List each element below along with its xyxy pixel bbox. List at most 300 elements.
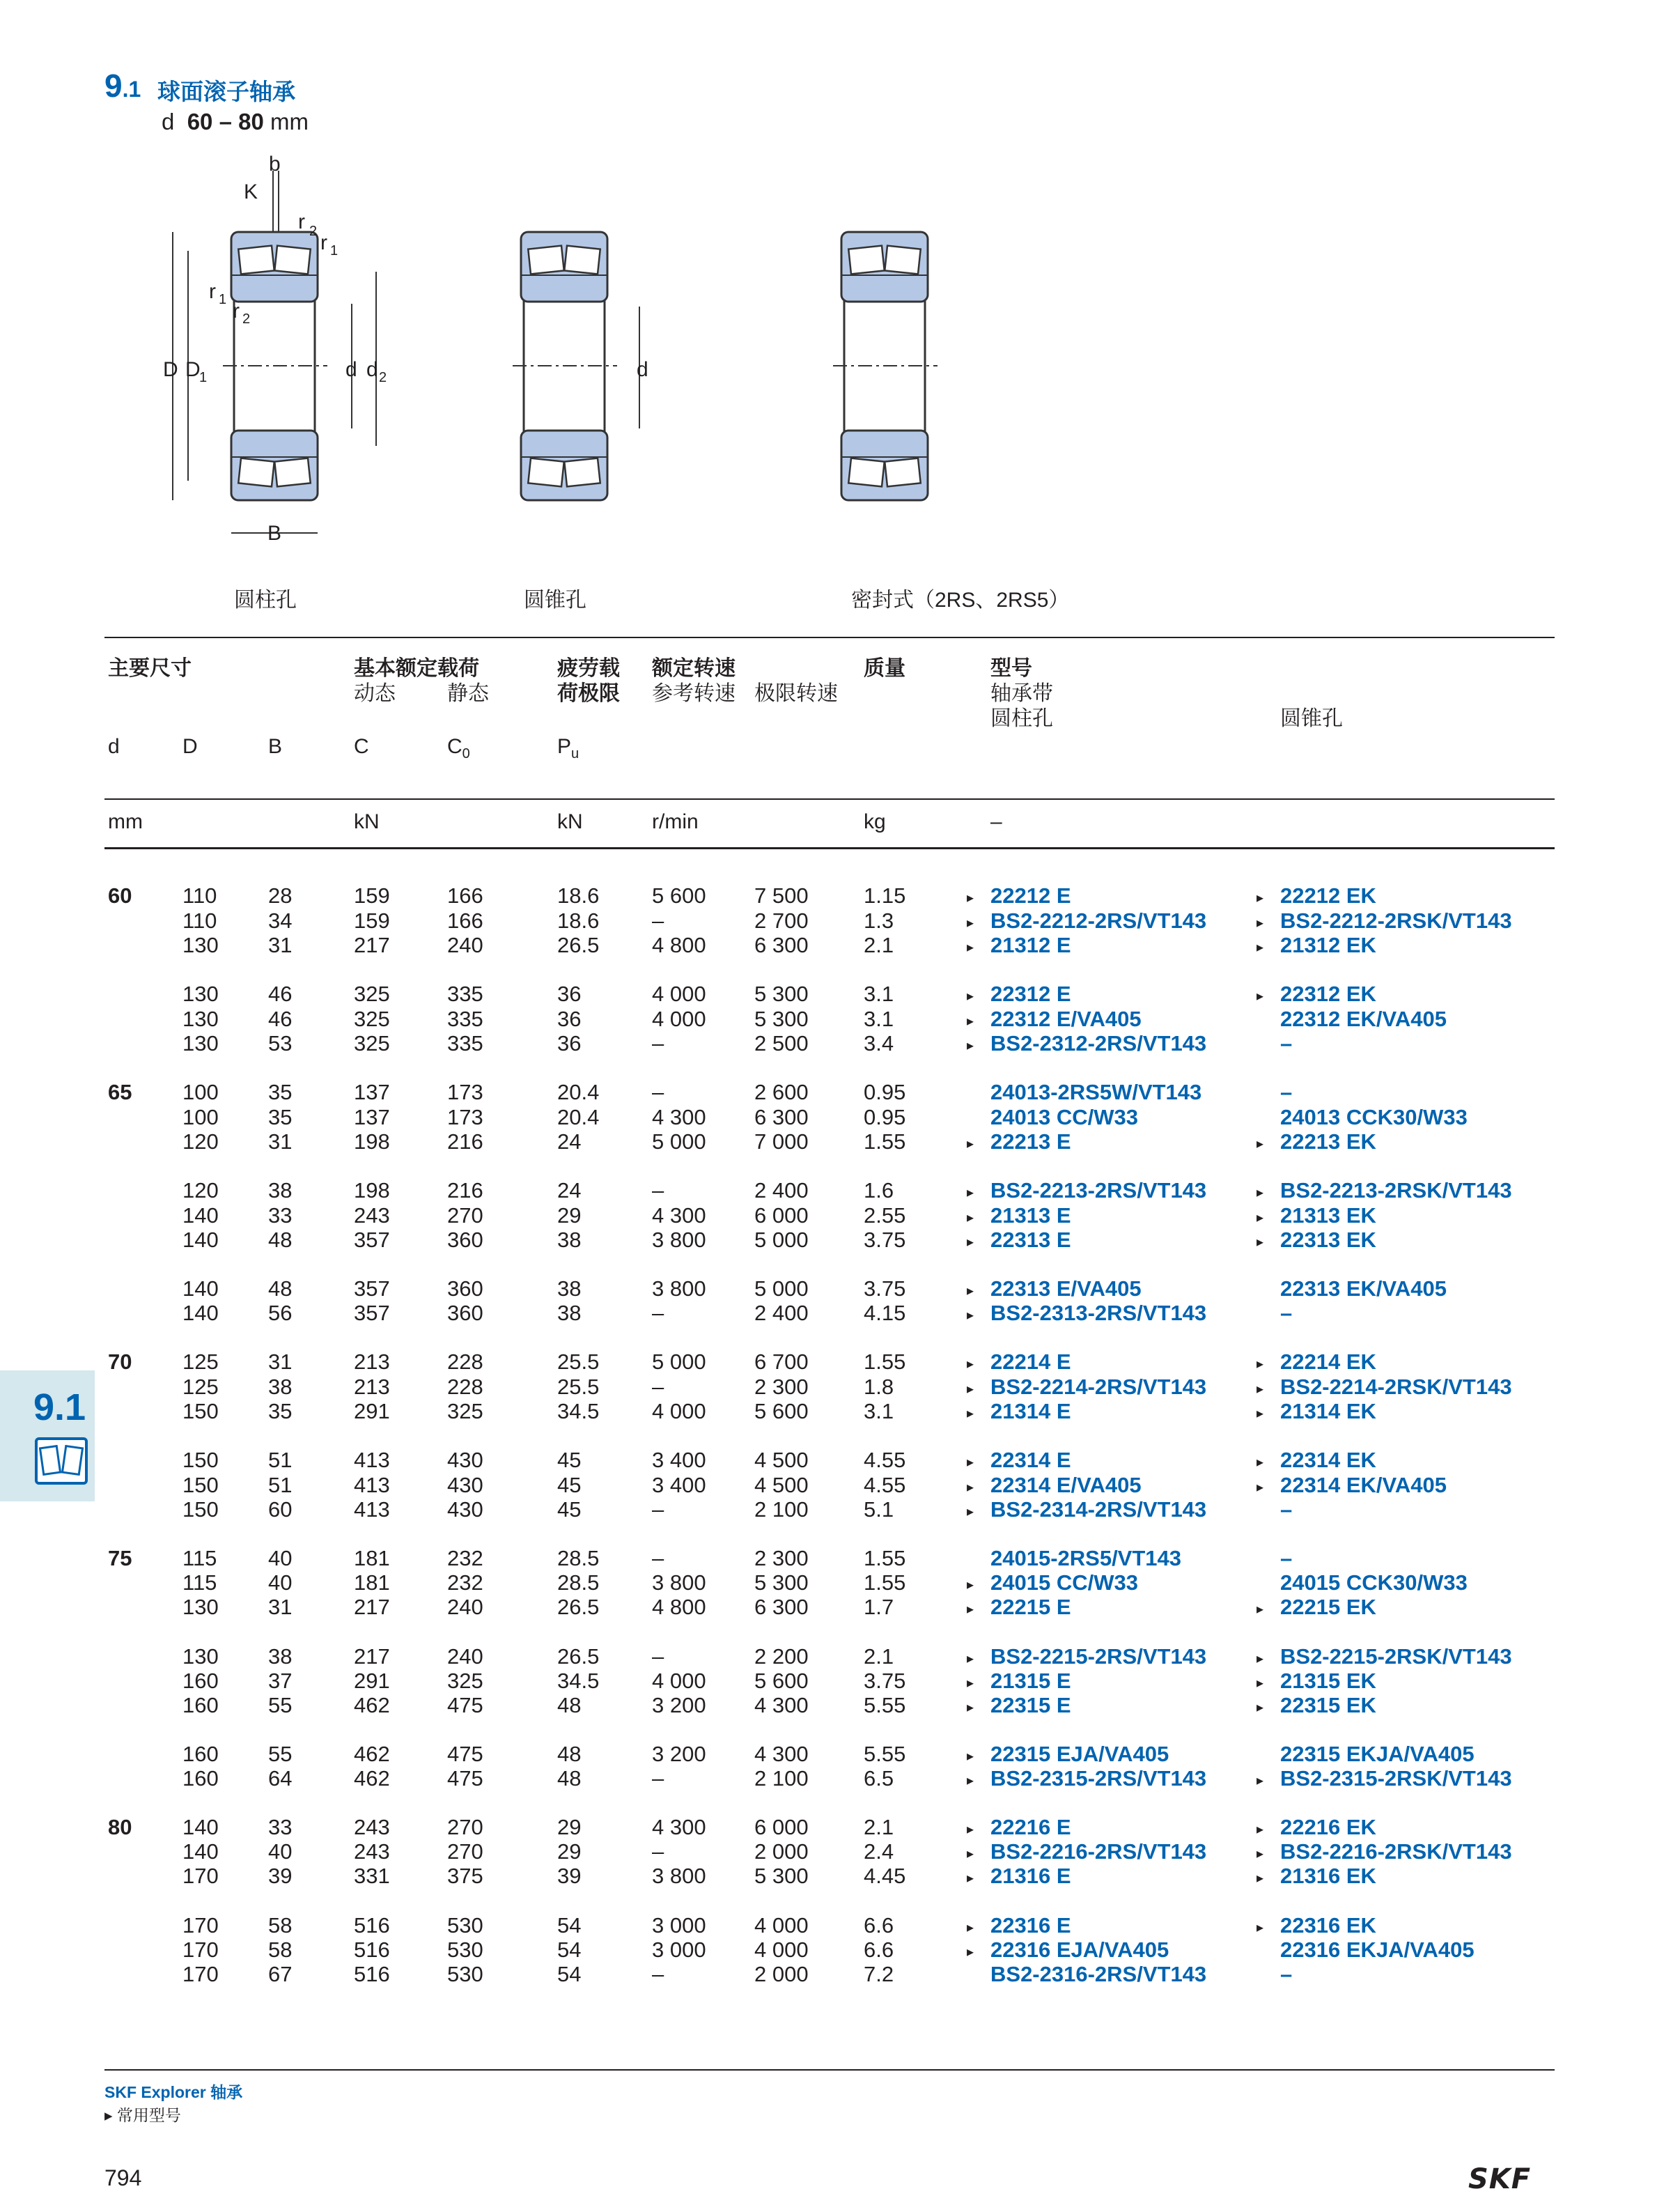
cell-C: 217 bbox=[354, 933, 390, 957]
cell-tap[interactable]: 22316 EK bbox=[1280, 1913, 1376, 1938]
cell-B: 60 bbox=[268, 1497, 293, 1522]
cell-Pu: 48 bbox=[557, 1766, 582, 1791]
cell-C: 137 bbox=[354, 1105, 390, 1129]
cell-B: 33 bbox=[268, 1203, 293, 1228]
cell-C0: 325 bbox=[447, 1669, 483, 1693]
drawing-sealed bbox=[833, 232, 938, 500]
cell-C: 413 bbox=[354, 1497, 390, 1522]
cell-C0: 530 bbox=[447, 1913, 483, 1938]
cell-C0: 228 bbox=[447, 1349, 483, 1374]
cell-m: 4.55 bbox=[864, 1448, 906, 1472]
cell-B: 55 bbox=[268, 1693, 293, 1717]
cell-C: 331 bbox=[354, 1864, 390, 1888]
table-top-rule bbox=[104, 637, 1555, 638]
cell-cyl[interactable]: 22216 E bbox=[990, 1815, 1071, 1839]
svg-text:d: d bbox=[637, 358, 648, 381]
cell-cm: ▸ bbox=[967, 1773, 974, 1788]
cell-m: 4.45 bbox=[864, 1864, 906, 1888]
unit-dash: – bbox=[990, 810, 1002, 833]
cell-cm: ▸ bbox=[967, 1283, 974, 1299]
footer-note: SKF Explorer 轴承 ▸ 常用型号 bbox=[104, 2083, 243, 2124]
cell-tap[interactable]: BS2-2216-2RSK/VT143 bbox=[1280, 1839, 1512, 1864]
cell-cyl[interactable]: 24013-2RS5W/VT143 bbox=[990, 1080, 1202, 1104]
cell-cyl[interactable]: 21312 E bbox=[990, 933, 1071, 957]
cell-m: 2.1 bbox=[864, 933, 894, 957]
cell-cyl[interactable]: 21313 E bbox=[990, 1203, 1071, 1228]
cell-lim: 4 300 bbox=[754, 1693, 809, 1717]
cell-cm: ▸ bbox=[967, 1944, 974, 1960]
table-units-rule bbox=[104, 847, 1555, 849]
cell-Pu: 36 bbox=[557, 982, 582, 1006]
cell-ref: – bbox=[652, 1080, 664, 1104]
cell-C0: 335 bbox=[447, 982, 483, 1006]
header-speed: 额定转速 bbox=[652, 657, 736, 680]
cell-Pu: 24 bbox=[557, 1129, 582, 1154]
sym-C0: $C_0$ bbox=[447, 735, 470, 761]
cell-ref: 4 000 bbox=[652, 1399, 706, 1423]
cell-cm: ▸ bbox=[967, 1871, 974, 1886]
cell-cyl[interactable]: BS2-2316-2RS/VT143 bbox=[990, 1962, 1207, 1986]
cell-D: 150 bbox=[182, 1448, 219, 1472]
cell-ref: 3 200 bbox=[652, 1693, 706, 1717]
header-tap-bore: 圆锥孔 bbox=[1280, 707, 1343, 730]
cell-cyl[interactable]: 22315 E bbox=[990, 1693, 1071, 1717]
cell-C0: 232 bbox=[447, 1570, 483, 1595]
cell-cm: ▸ bbox=[967, 1676, 974, 1691]
cell-C: 357 bbox=[354, 1228, 390, 1252]
cell-C: 198 bbox=[354, 1129, 390, 1154]
cell-cyl[interactable]: 22212 E bbox=[990, 883, 1071, 908]
cell-m: 2.55 bbox=[864, 1203, 906, 1228]
cell-C0: 430 bbox=[447, 1448, 483, 1472]
cell-Pu: 36 bbox=[557, 1007, 582, 1031]
cell-C0: 475 bbox=[447, 1693, 483, 1717]
cell-D: 130 bbox=[182, 982, 219, 1006]
cell-C: 159 bbox=[354, 908, 390, 933]
cell-lim: 5 300 bbox=[754, 982, 809, 1006]
cell-cyl[interactable]: 21315 E bbox=[990, 1669, 1071, 1693]
cell-cyl[interactable]: 22214 E bbox=[990, 1349, 1071, 1374]
cell-tap[interactable]: 21316 EK bbox=[1280, 1864, 1376, 1888]
cell-m: 1.3 bbox=[864, 908, 894, 933]
cell-cm: ▸ bbox=[967, 1308, 974, 1323]
svg-text:d: d bbox=[345, 358, 357, 381]
cell-ref: – bbox=[652, 1497, 664, 1522]
cell-tap[interactable]: 21315 EK bbox=[1280, 1669, 1376, 1693]
cell-lim: 4 000 bbox=[754, 1913, 809, 1938]
cell-cyl[interactable]: 22312 E bbox=[990, 982, 1071, 1006]
svg-text:1: 1 bbox=[330, 243, 339, 258]
cell-tap[interactable]: 22314 EK/VA405 bbox=[1280, 1473, 1447, 1497]
cell-tap[interactable]: 22213 EK bbox=[1280, 1129, 1376, 1154]
cell-cm: ▸ bbox=[967, 1846, 974, 1862]
cell-cyl[interactable]: 21316 E bbox=[990, 1864, 1071, 1888]
header-static: 静态 bbox=[447, 682, 489, 705]
cell-cyl[interactable]: 24015 CC/W33 bbox=[990, 1570, 1138, 1595]
cell-C: 413 bbox=[354, 1448, 390, 1472]
cell-lim: 6 700 bbox=[754, 1349, 809, 1374]
cell-ref: – bbox=[652, 1839, 664, 1864]
cell-C: 181 bbox=[354, 1546, 390, 1570]
header-designation: 型号 bbox=[990, 657, 1032, 680]
cell-tm: ▸ bbox=[1257, 1822, 1264, 1837]
cell-d: 80 bbox=[108, 1815, 132, 1839]
cell-cyl[interactable]: 21314 E bbox=[990, 1399, 1071, 1423]
cell-tm: ▸ bbox=[1257, 1773, 1264, 1788]
cell-tap[interactable]: – bbox=[1280, 1031, 1293, 1055]
cell-C0: 530 bbox=[447, 1962, 483, 1986]
cell-B: 58 bbox=[268, 1913, 293, 1938]
cell-tap[interactable]: 24015 CCK30/W33 bbox=[1280, 1570, 1468, 1595]
cell-Pu: 25.5 bbox=[557, 1375, 600, 1399]
cell-tap[interactable]: 21314 EK bbox=[1280, 1399, 1376, 1423]
svg-text:2: 2 bbox=[242, 311, 251, 327]
cell-lim: 2 100 bbox=[754, 1497, 809, 1522]
cell-C: 213 bbox=[354, 1349, 390, 1374]
cell-D: 170 bbox=[182, 1913, 219, 1938]
cell-Pu: 36 bbox=[557, 1031, 582, 1055]
cell-tm: ▸ bbox=[1257, 940, 1264, 955]
cell-m: 3.1 bbox=[864, 982, 894, 1006]
cell-lim: 6 000 bbox=[754, 1203, 809, 1228]
cell-cm: ▸ bbox=[967, 1651, 974, 1666]
cell-Pu: 24 bbox=[557, 1178, 582, 1202]
cell-Pu: 38 bbox=[557, 1228, 582, 1252]
cell-C0: 530 bbox=[447, 1938, 483, 1962]
cell-tap[interactable]: 22212 EK bbox=[1280, 883, 1376, 908]
cell-C0: 216 bbox=[447, 1129, 483, 1154]
cell-lim: 5 000 bbox=[754, 1276, 809, 1301]
cell-tm: ▸ bbox=[1257, 1846, 1264, 1862]
cell-cm: ▸ bbox=[967, 1749, 974, 1764]
cell-ref: 4 800 bbox=[652, 933, 706, 957]
cell-cyl[interactable]: 22313 E bbox=[990, 1228, 1071, 1252]
cell-D: 110 bbox=[182, 883, 217, 908]
cell-D: 115 bbox=[182, 1546, 217, 1570]
cell-m: 6.5 bbox=[864, 1766, 894, 1791]
cell-C0: 360 bbox=[447, 1228, 483, 1252]
svg-text:B: B bbox=[267, 522, 282, 545]
cell-D: 130 bbox=[182, 1007, 219, 1031]
cell-cyl[interactable]: 22213 E bbox=[990, 1129, 1071, 1154]
cell-D: 170 bbox=[182, 1962, 219, 1986]
cell-lim: 2 000 bbox=[754, 1839, 809, 1864]
cell-tap[interactable]: 21312 EK bbox=[1280, 933, 1376, 957]
cell-tm: ▸ bbox=[1257, 1651, 1264, 1666]
svg-text:r: r bbox=[233, 300, 240, 323]
cell-tap[interactable]: 22214 EK bbox=[1280, 1349, 1376, 1374]
cell-cyl[interactable]: BS2-2313-2RS/VT143 bbox=[990, 1301, 1207, 1325]
cell-C0: 228 bbox=[447, 1375, 483, 1399]
cell-D: 140 bbox=[182, 1815, 219, 1839]
cell-tap[interactable]: 22313 EK bbox=[1280, 1228, 1376, 1252]
sym-D: D bbox=[182, 735, 198, 758]
cell-tm: ▸ bbox=[1257, 1406, 1264, 1421]
cell-B: 40 bbox=[268, 1839, 293, 1864]
cell-B: 38 bbox=[268, 1375, 293, 1399]
cell-cm: ▸ bbox=[967, 915, 974, 931]
cell-C: 462 bbox=[354, 1742, 390, 1766]
cell-Pu: 18.6 bbox=[557, 883, 600, 908]
cell-D: 140 bbox=[182, 1203, 219, 1228]
cell-B: 46 bbox=[268, 982, 293, 1006]
cell-C0: 360 bbox=[447, 1301, 483, 1325]
caption-cylindrical: 圆柱孔 bbox=[234, 589, 297, 612]
cell-cm: ▸ bbox=[967, 1210, 974, 1225]
cell-tap[interactable]: BS2-2214-2RSK/VT143 bbox=[1280, 1375, 1512, 1399]
cell-B: 40 bbox=[268, 1570, 293, 1595]
cell-tap[interactable]: 22315 EK bbox=[1280, 1693, 1376, 1717]
cell-B: 46 bbox=[268, 1007, 293, 1031]
cell-tap[interactable]: – bbox=[1280, 1962, 1293, 1986]
cell-Pu: 38 bbox=[557, 1276, 582, 1301]
cell-cm: ▸ bbox=[967, 1455, 974, 1470]
cell-C: 516 bbox=[354, 1938, 390, 1962]
cell-D: 130 bbox=[182, 933, 219, 957]
cell-C: 243 bbox=[354, 1815, 390, 1839]
cell-m: 0.95 bbox=[864, 1080, 906, 1104]
cell-m: 6.6 bbox=[864, 1938, 894, 1962]
cell-cyl[interactable]: BS2-2216-2RS/VT143 bbox=[990, 1839, 1207, 1864]
cell-cyl[interactable]: 22316 EJA/VA405 bbox=[990, 1938, 1169, 1962]
header-cyl-bore: 圆柱孔 bbox=[990, 707, 1053, 730]
cell-C: 325 bbox=[354, 1031, 390, 1055]
cell-m: 1.55 bbox=[864, 1570, 906, 1595]
cell-m: 3.1 bbox=[864, 1007, 894, 1031]
cell-C0: 216 bbox=[447, 1178, 483, 1202]
svg-text:2: 2 bbox=[379, 370, 387, 385]
cell-tap[interactable]: 22315 EKJA/VA405 bbox=[1280, 1742, 1475, 1766]
side-tab-label: 9.1 bbox=[33, 1386, 86, 1428]
cell-ref: – bbox=[652, 1644, 664, 1669]
cell-tap[interactable]: 22312 EK bbox=[1280, 982, 1376, 1006]
cell-D: 140 bbox=[182, 1228, 219, 1252]
cell-D: 120 bbox=[182, 1129, 219, 1154]
svg-text:D: D bbox=[185, 358, 201, 381]
sym-Pu: $P_u$ bbox=[557, 735, 579, 761]
cell-tap[interactable]: 22313 EK/VA405 bbox=[1280, 1276, 1447, 1301]
cell-B: 53 bbox=[268, 1031, 293, 1055]
cell-tap[interactable]: – bbox=[1280, 1080, 1293, 1104]
cell-cyl[interactable]: BS2-2312-2RS/VT143 bbox=[990, 1031, 1207, 1055]
cell-ref: 3 200 bbox=[652, 1742, 706, 1766]
cell-Pu: 54 bbox=[557, 1938, 582, 1962]
caption-tapered: 圆锥孔 bbox=[524, 589, 586, 612]
cell-D: 160 bbox=[182, 1742, 219, 1766]
svg-text:2: 2 bbox=[309, 224, 318, 239]
cell-tap[interactable]: BS2-2215-2RSK/VT143 bbox=[1280, 1644, 1512, 1669]
sym-B: B bbox=[268, 735, 283, 758]
cell-D: 130 bbox=[182, 1031, 219, 1055]
cell-tap[interactable]: BS2-2315-2RSK/VT143 bbox=[1280, 1766, 1512, 1791]
cell-D: 150 bbox=[182, 1497, 219, 1522]
svg-text:r: r bbox=[209, 280, 216, 303]
cell-ref: 3 400 bbox=[652, 1448, 706, 1472]
cell-C0: 475 bbox=[447, 1742, 483, 1766]
cell-lim: 5 600 bbox=[754, 1669, 809, 1693]
cell-cyl[interactable]: 24013 CC/W33 bbox=[990, 1105, 1138, 1129]
cell-m: 3.4 bbox=[864, 1031, 894, 1055]
cell-ref: – bbox=[652, 1766, 664, 1791]
cell-C: 159 bbox=[354, 883, 390, 908]
cell-ref: 4 000 bbox=[652, 1669, 706, 1693]
cell-cm: ▸ bbox=[967, 1406, 974, 1421]
cell-cm: ▸ bbox=[967, 1356, 974, 1372]
cell-m: 5.1 bbox=[864, 1497, 894, 1522]
cell-Pu: 20.4 bbox=[557, 1105, 600, 1129]
drawing-cylindrical-bore bbox=[173, 171, 376, 533]
svg-text:r: r bbox=[320, 231, 327, 254]
cell-Pu: 54 bbox=[557, 1962, 582, 1986]
cell-m: 5.55 bbox=[864, 1742, 906, 1766]
cell-C: 217 bbox=[354, 1595, 390, 1619]
cell-lim: 2 500 bbox=[754, 1031, 809, 1055]
cell-m: 3.75 bbox=[864, 1228, 906, 1252]
cell-Pu: 34.5 bbox=[557, 1399, 600, 1423]
cell-cyl[interactable]: 22315 EJA/VA405 bbox=[990, 1742, 1169, 1766]
cell-ref: 3 000 bbox=[652, 1913, 706, 1938]
cell-C: 462 bbox=[354, 1766, 390, 1791]
cell-cyl[interactable]: BS2-2212-2RS/VT143 bbox=[990, 908, 1207, 933]
cell-ref: 4 300 bbox=[652, 1203, 706, 1228]
cell-B: 38 bbox=[268, 1178, 293, 1202]
cell-tap[interactable]: 22312 EK/VA405 bbox=[1280, 1007, 1447, 1031]
cell-B: 31 bbox=[268, 933, 293, 957]
cell-cyl[interactable]: 22215 E bbox=[990, 1595, 1071, 1619]
cell-B: 67 bbox=[268, 1962, 293, 1986]
cell-cm: ▸ bbox=[967, 940, 974, 955]
cell-cm: ▸ bbox=[967, 1038, 974, 1053]
cell-D: 150 bbox=[182, 1399, 219, 1423]
sym-C: C bbox=[354, 735, 369, 758]
cell-cm: ▸ bbox=[967, 1504, 974, 1519]
cell-tap[interactable]: 24013 CCK30/W33 bbox=[1280, 1105, 1468, 1129]
cell-Pu: 28.5 bbox=[557, 1570, 600, 1595]
cell-Pu: 29 bbox=[557, 1839, 582, 1864]
cell-m: 3.75 bbox=[864, 1669, 906, 1693]
svg-text:d: d bbox=[366, 358, 378, 381]
cell-tap[interactable]: – bbox=[1280, 1497, 1293, 1522]
unit-kg: kg bbox=[864, 810, 886, 833]
cell-B: 48 bbox=[268, 1276, 293, 1301]
cell-C: 357 bbox=[354, 1301, 390, 1325]
cell-d: 70 bbox=[108, 1349, 132, 1374]
cell-cyl[interactable]: 22313 E/VA405 bbox=[990, 1276, 1142, 1301]
cell-tm: ▸ bbox=[1257, 1602, 1264, 1617]
cell-B: 39 bbox=[268, 1864, 293, 1888]
cell-tap[interactable]: 22215 EK bbox=[1280, 1595, 1376, 1619]
cell-m: 0.95 bbox=[864, 1105, 906, 1129]
cell-ref: 4 800 bbox=[652, 1595, 706, 1619]
cell-tap[interactable]: 22314 EK bbox=[1280, 1448, 1376, 1472]
cell-B: 33 bbox=[268, 1815, 293, 1839]
cell-m: 3.1 bbox=[864, 1399, 894, 1423]
cell-cm: ▸ bbox=[967, 1480, 974, 1495]
cell-B: 28 bbox=[268, 883, 293, 908]
cell-C0: 166 bbox=[447, 908, 483, 933]
cell-B: 55 bbox=[268, 1742, 293, 1766]
cell-tm: ▸ bbox=[1257, 1871, 1264, 1886]
cell-B: 35 bbox=[268, 1080, 293, 1104]
header-bearing-with: 轴承带 bbox=[990, 682, 1053, 705]
cell-cyl[interactable]: BS2-2213-2RS/VT143 bbox=[990, 1178, 1207, 1202]
cell-tap[interactable]: – bbox=[1280, 1301, 1293, 1325]
header-mass: 质量 bbox=[864, 657, 905, 680]
cell-B: 31 bbox=[268, 1129, 293, 1154]
cell-C: 357 bbox=[354, 1276, 390, 1301]
cell-m: 2.1 bbox=[864, 1644, 894, 1669]
cell-lim: 6 300 bbox=[754, 933, 809, 957]
svg-text:1: 1 bbox=[199, 370, 208, 385]
cell-tap[interactable]: BS2-2212-2RSK/VT143 bbox=[1280, 908, 1512, 933]
caption-sealed: 密封式（2RS、2RS5） bbox=[851, 589, 1070, 612]
cell-m: 1.8 bbox=[864, 1375, 894, 1399]
cell-Pu: 26.5 bbox=[557, 933, 600, 957]
cell-lim: 2 300 bbox=[754, 1546, 809, 1570]
cell-cyl[interactable]: 22316 E bbox=[990, 1913, 1071, 1938]
cell-tap[interactable]: BS2-2213-2RSK/VT143 bbox=[1280, 1178, 1512, 1202]
cell-cyl[interactable]: BS2-2315-2RS/VT143 bbox=[990, 1766, 1207, 1791]
cell-cyl[interactable]: BS2-2214-2RS/VT143 bbox=[990, 1375, 1207, 1399]
cell-ref: 4 300 bbox=[652, 1105, 706, 1129]
cell-D: 130 bbox=[182, 1644, 219, 1669]
cell-Pu: 45 bbox=[557, 1448, 582, 1472]
cell-D: 140 bbox=[182, 1839, 219, 1864]
cell-cyl[interactable]: 22314 E bbox=[990, 1448, 1071, 1472]
cell-tm: ▸ bbox=[1257, 1210, 1264, 1225]
cell-C0: 173 bbox=[447, 1080, 483, 1104]
cell-C: 325 bbox=[354, 982, 390, 1006]
cell-C: 137 bbox=[354, 1080, 390, 1104]
cell-C0: 430 bbox=[447, 1473, 483, 1497]
cell-C0: 232 bbox=[447, 1546, 483, 1570]
cell-cyl[interactable]: 22314 E/VA405 bbox=[990, 1473, 1142, 1497]
cell-ref: 3 800 bbox=[652, 1276, 706, 1301]
cell-tm: ▸ bbox=[1257, 1700, 1264, 1715]
cell-D: 115 bbox=[182, 1570, 217, 1595]
cell-cm: ▸ bbox=[967, 1382, 974, 1397]
cell-B: 38 bbox=[268, 1644, 293, 1669]
cell-tap[interactable]: 21313 EK bbox=[1280, 1203, 1376, 1228]
cell-tm: ▸ bbox=[1257, 1185, 1264, 1200]
cell-lim: 7 500 bbox=[754, 883, 809, 908]
cell-D: 130 bbox=[182, 1595, 219, 1619]
cell-m: 7.2 bbox=[864, 1962, 894, 1986]
cell-m: 2.4 bbox=[864, 1839, 894, 1864]
cell-B: 37 bbox=[268, 1669, 293, 1693]
cell-tm: ▸ bbox=[1257, 1356, 1264, 1372]
cell-tap[interactable]: 22316 EKJA/VA405 bbox=[1280, 1938, 1475, 1962]
cell-B: 58 bbox=[268, 1938, 293, 1962]
section-side-tab bbox=[0, 1370, 95, 1501]
cell-tap[interactable]: – bbox=[1280, 1546, 1293, 1570]
dimension-range: d 60 – 80 mm bbox=[162, 109, 309, 134]
cell-C0: 475 bbox=[447, 1766, 483, 1791]
cell-D: 140 bbox=[182, 1301, 219, 1325]
cell-cm: ▸ bbox=[967, 1700, 974, 1715]
cell-m: 4.55 bbox=[864, 1473, 906, 1497]
cell-cyl[interactable]: BS2-2314-2RS/VT143 bbox=[990, 1497, 1207, 1522]
cell-tap[interactable]: 22216 EK bbox=[1280, 1815, 1376, 1839]
cell-cyl[interactable]: 24015-2RS5/VT143 bbox=[990, 1546, 1182, 1570]
cell-lim: 4 000 bbox=[754, 1938, 809, 1962]
drawing-tapered-bore bbox=[513, 232, 639, 500]
skf-logo: SKF bbox=[1468, 2163, 1532, 2195]
cell-cyl[interactable]: BS2-2215-2RS/VT143 bbox=[990, 1644, 1207, 1669]
cell-lim: 2 700 bbox=[754, 908, 809, 933]
cell-cyl[interactable]: 22312 E/VA405 bbox=[990, 1007, 1142, 1031]
cell-Pu: 48 bbox=[557, 1693, 582, 1717]
